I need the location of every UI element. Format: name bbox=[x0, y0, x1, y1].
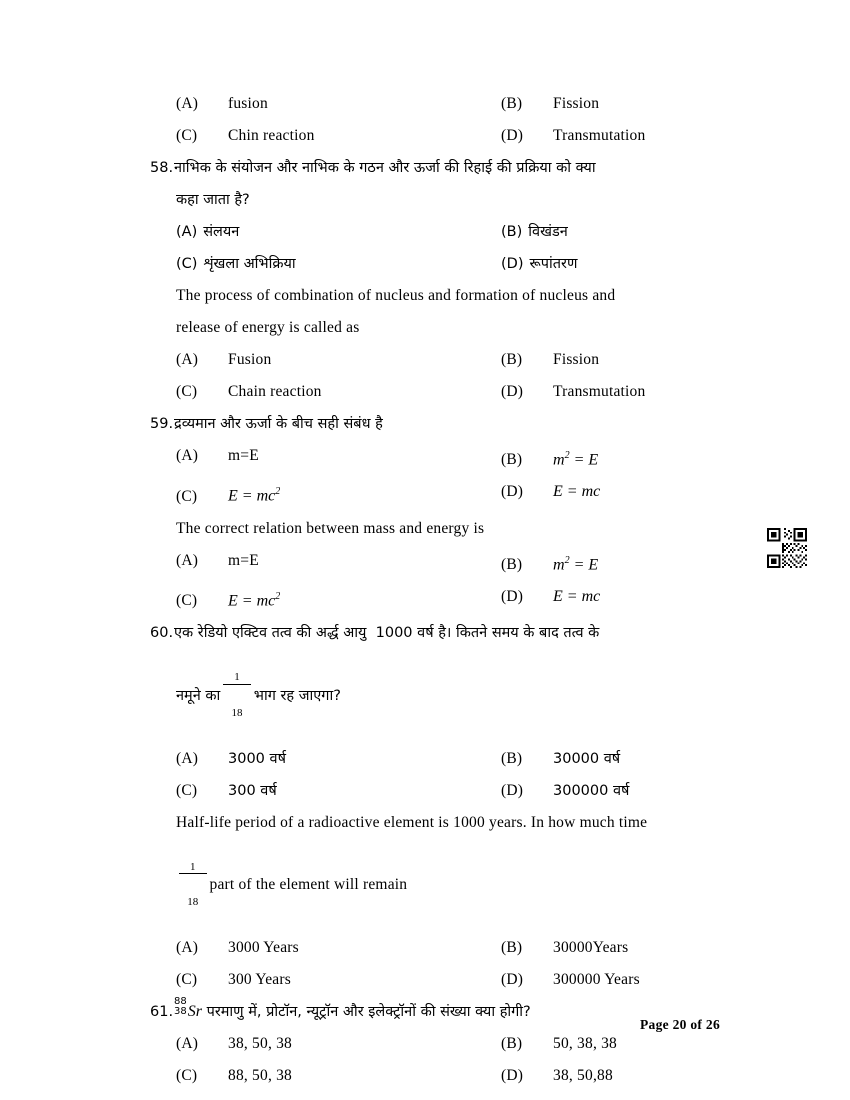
option-a[interactable] bbox=[150, 743, 501, 775]
question-60-hindi-text-line2-post: भाग रह जाएगा? bbox=[253, 688, 341, 704]
option-row bbox=[150, 476, 725, 512]
option-a-value: m=E bbox=[228, 551, 259, 569]
option-a-value: fusion bbox=[228, 95, 268, 112]
option-c[interactable] bbox=[150, 376, 501, 408]
question-continued-options bbox=[150, 88, 725, 152]
question-58-stem bbox=[150, 152, 725, 184]
option-a-label: (A) bbox=[176, 351, 199, 368]
question-59-number: 59. bbox=[150, 416, 174, 432]
option-d-value: Transmutation bbox=[553, 383, 646, 400]
option-d-label: (D) bbox=[501, 483, 524, 501]
option-d[interactable] bbox=[501, 120, 725, 152]
question-58-hindi-text-line2-row bbox=[150, 184, 725, 216]
option-a-label: (A) bbox=[176, 551, 199, 569]
option-c[interactable] bbox=[150, 1060, 501, 1092]
option-c-label: (C) bbox=[176, 383, 198, 400]
isotope-atomic-number: 38 bbox=[174, 1006, 187, 1018]
option-d-label: (D) bbox=[501, 971, 524, 989]
option-c-value: शृंखला अभिक्रिया bbox=[203, 256, 296, 272]
option-d[interactable] bbox=[501, 476, 725, 512]
question-61 bbox=[150, 996, 725, 1092]
option-c-label: (C) bbox=[176, 256, 198, 272]
question-58-hindi-text-line2: कहा जाता है? bbox=[176, 192, 250, 208]
fraction-denominator: 18 bbox=[231, 707, 243, 720]
option-row bbox=[150, 581, 725, 617]
option-a-label: (A) bbox=[176, 749, 199, 767]
option-d[interactable] bbox=[501, 581, 725, 617]
option-a-label: (A) bbox=[176, 1035, 199, 1053]
option-a[interactable] bbox=[150, 216, 501, 248]
option-c[interactable] bbox=[150, 581, 501, 617]
option-a-label: (A) bbox=[176, 95, 199, 112]
option-row bbox=[150, 743, 725, 775]
option-d[interactable] bbox=[501, 1060, 725, 1092]
option-row bbox=[150, 120, 725, 152]
question-60-hindi-text-line2-pre: नमूने का bbox=[176, 688, 221, 704]
option-row bbox=[150, 964, 725, 996]
option-b[interactable] bbox=[501, 440, 725, 476]
option-c-label: (C) bbox=[176, 971, 198, 989]
option-c[interactable] bbox=[150, 964, 501, 996]
option-d-value: Transmutation bbox=[553, 127, 646, 144]
option-c-label: (C) bbox=[176, 592, 198, 610]
option-c-value: 300 वर्ष bbox=[228, 782, 277, 799]
option-d-value: रूपांतरण bbox=[529, 256, 578, 272]
option-b[interactable] bbox=[501, 545, 725, 581]
option-a-value: Fusion bbox=[228, 351, 272, 368]
isotope-notation bbox=[174, 997, 187, 1017]
option-b[interactable] bbox=[501, 344, 725, 376]
option-row bbox=[150, 248, 725, 280]
option-b-label: (B) bbox=[501, 351, 523, 368]
option-row bbox=[150, 344, 725, 376]
option-row bbox=[150, 376, 725, 408]
option-b-label: (B) bbox=[501, 451, 523, 469]
option-d[interactable] bbox=[501, 964, 725, 996]
option-d-label: (D) bbox=[501, 256, 524, 272]
option-c-label: (C) bbox=[176, 487, 198, 505]
question-60-hindi-text: एक रेडियो एक्टिव तत्व की अर्द्ध आयु 1000 वर्ष है। कितने समय के बाद तत्व के bbox=[174, 625, 600, 642]
option-d[interactable] bbox=[501, 248, 725, 280]
option-b[interactable] bbox=[501, 88, 725, 120]
option-row bbox=[150, 932, 725, 964]
option-d-label: (D) bbox=[501, 383, 524, 400]
option-c[interactable] bbox=[150, 248, 501, 280]
option-row bbox=[150, 216, 725, 248]
option-row bbox=[150, 545, 725, 581]
option-d-value: 300000 वर्ष bbox=[553, 782, 630, 799]
question-58-hindi-text: नाभिक के संयोजन और नाभिक के गठन और ऊर्जा की रिहाई की प्रक्रिया को क्या bbox=[174, 160, 596, 176]
option-b-value: $m^2 = E$ bbox=[553, 554, 599, 573]
question-60-english-text-line2: part of the element will remain bbox=[209, 876, 408, 894]
option-b-value: 50, 38, 38 bbox=[553, 1035, 617, 1053]
option-c-value: 300 Years bbox=[228, 971, 291, 989]
option-b-label: (B) bbox=[501, 555, 523, 573]
question-58-english-text-row bbox=[150, 280, 725, 312]
option-d-value: 38, 50,88 bbox=[553, 1067, 613, 1085]
option-c-value: $E = mc^2$ bbox=[228, 486, 281, 505]
page-footer: Page 20 of 26 bbox=[639, 1017, 720, 1032]
option-b-label: (B) bbox=[501, 1035, 523, 1053]
option-b-label: (B) bbox=[501, 749, 523, 767]
option-a-label: (A) bbox=[176, 224, 198, 240]
option-b-label: (B) bbox=[501, 224, 523, 240]
question-60-english-text: Half-life period of a radioactive element is 1000 years. In how much time bbox=[176, 813, 648, 831]
option-a-label: (A) bbox=[176, 447, 199, 464]
option-row bbox=[150, 775, 725, 807]
option-c[interactable] bbox=[150, 775, 501, 807]
option-a[interactable] bbox=[150, 344, 501, 376]
option-a[interactable] bbox=[150, 545, 501, 581]
option-a-value: m=E bbox=[228, 447, 259, 464]
option-b[interactable] bbox=[501, 216, 725, 248]
option-d-value: 300000 Years bbox=[553, 971, 640, 989]
qr-code-icon bbox=[767, 528, 807, 568]
question-58-number: 58. bbox=[150, 160, 174, 176]
option-d-label: (D) bbox=[501, 1067, 524, 1085]
question-59-english-text: The correct relation between mass and energy is bbox=[176, 519, 485, 537]
question-58-english-text-line2: release of energy is called as bbox=[176, 319, 360, 336]
option-a[interactable] bbox=[150, 932, 501, 964]
option-row bbox=[150, 440, 725, 476]
option-b[interactable] bbox=[501, 932, 725, 964]
question-58-english-text: The process of combination of nucleus and formation of nucleus and bbox=[176, 287, 616, 304]
question-60-number: 60. bbox=[150, 625, 174, 642]
option-b-label: (B) bbox=[501, 95, 523, 112]
option-d-label: (D) bbox=[501, 127, 524, 144]
option-b-label: (B) bbox=[501, 939, 523, 957]
option-c-label: (C) bbox=[176, 1067, 198, 1085]
fraction-numerator: 1 bbox=[179, 862, 207, 875]
page-content bbox=[150, 88, 725, 1092]
option-a-value: 3000 Years bbox=[228, 939, 299, 957]
option-d[interactable] bbox=[501, 376, 725, 408]
option-a[interactable] bbox=[150, 440, 501, 476]
question-61-hindi-body: परमाणु में, प्रोटॉन, न्यूट्रॉन और इलेक्ट्रॉनों की संख्या क्या होगी? bbox=[206, 1004, 531, 1021]
option-c-label: (C) bbox=[176, 127, 198, 144]
option-d-value: E = mc bbox=[553, 483, 601, 501]
option-c-value: Chain reaction bbox=[228, 383, 322, 400]
question-60-hindi-text-line2-row bbox=[150, 649, 725, 742]
question-58-english-text-line2-row bbox=[150, 312, 725, 344]
option-a-value: 3000 वर्ष bbox=[228, 750, 286, 767]
question-60-stem bbox=[150, 617, 725, 649]
fraction-one-eighteenth bbox=[223, 649, 251, 742]
option-a[interactable] bbox=[150, 88, 501, 120]
option-c-value: Chin reaction bbox=[228, 127, 315, 144]
option-a-label: (A) bbox=[176, 939, 199, 957]
option-d[interactable] bbox=[501, 775, 725, 807]
option-d-label: (D) bbox=[501, 587, 524, 605]
option-d-label: (D) bbox=[501, 781, 524, 799]
question-60-english-text-row bbox=[150, 807, 725, 839]
isotope-symbol: Sr bbox=[187, 1003, 202, 1021]
fraction-denominator: 18 bbox=[187, 896, 199, 909]
option-c-label: (C) bbox=[176, 781, 198, 799]
question-58 bbox=[150, 152, 725, 408]
option-b-value: Fission bbox=[553, 95, 600, 112]
question-60 bbox=[150, 617, 725, 996]
isotope-mass-number: 88 bbox=[174, 996, 187, 1008]
question-59 bbox=[150, 408, 725, 617]
option-b-value: 30000Years bbox=[553, 939, 629, 957]
option-b-value: विखंडन bbox=[528, 224, 568, 240]
question-60-english-text-line2-row bbox=[150, 839, 725, 932]
option-c[interactable] bbox=[150, 476, 501, 512]
option-d-value: E = mc bbox=[553, 587, 601, 605]
question-59-english-text-row bbox=[150, 513, 725, 545]
option-c-value: $E = mc^2$ bbox=[228, 590, 281, 610]
option-row bbox=[150, 1060, 725, 1092]
question-59-hindi-text: द्रव्यमान और ऊर्जा के बीच सही संबंध है bbox=[174, 416, 383, 432]
option-a-value: संलयन bbox=[203, 224, 240, 240]
option-b[interactable] bbox=[501, 743, 725, 775]
option-a-value: 38, 50, 38 bbox=[228, 1035, 292, 1053]
option-b-value: $m^2 = E$ bbox=[553, 450, 599, 469]
question-61-number: 61. bbox=[150, 1004, 174, 1021]
option-row bbox=[150, 88, 725, 120]
option-b-value: Fission bbox=[553, 351, 600, 368]
option-b-value: 30000 वर्ष bbox=[553, 750, 621, 767]
fraction-one-eighteenth bbox=[179, 839, 207, 932]
fraction-numerator: 1 bbox=[223, 672, 251, 685]
question-59-stem bbox=[150, 408, 725, 440]
option-c[interactable] bbox=[150, 120, 501, 152]
option-c-value: 88, 50, 38 bbox=[228, 1067, 292, 1085]
